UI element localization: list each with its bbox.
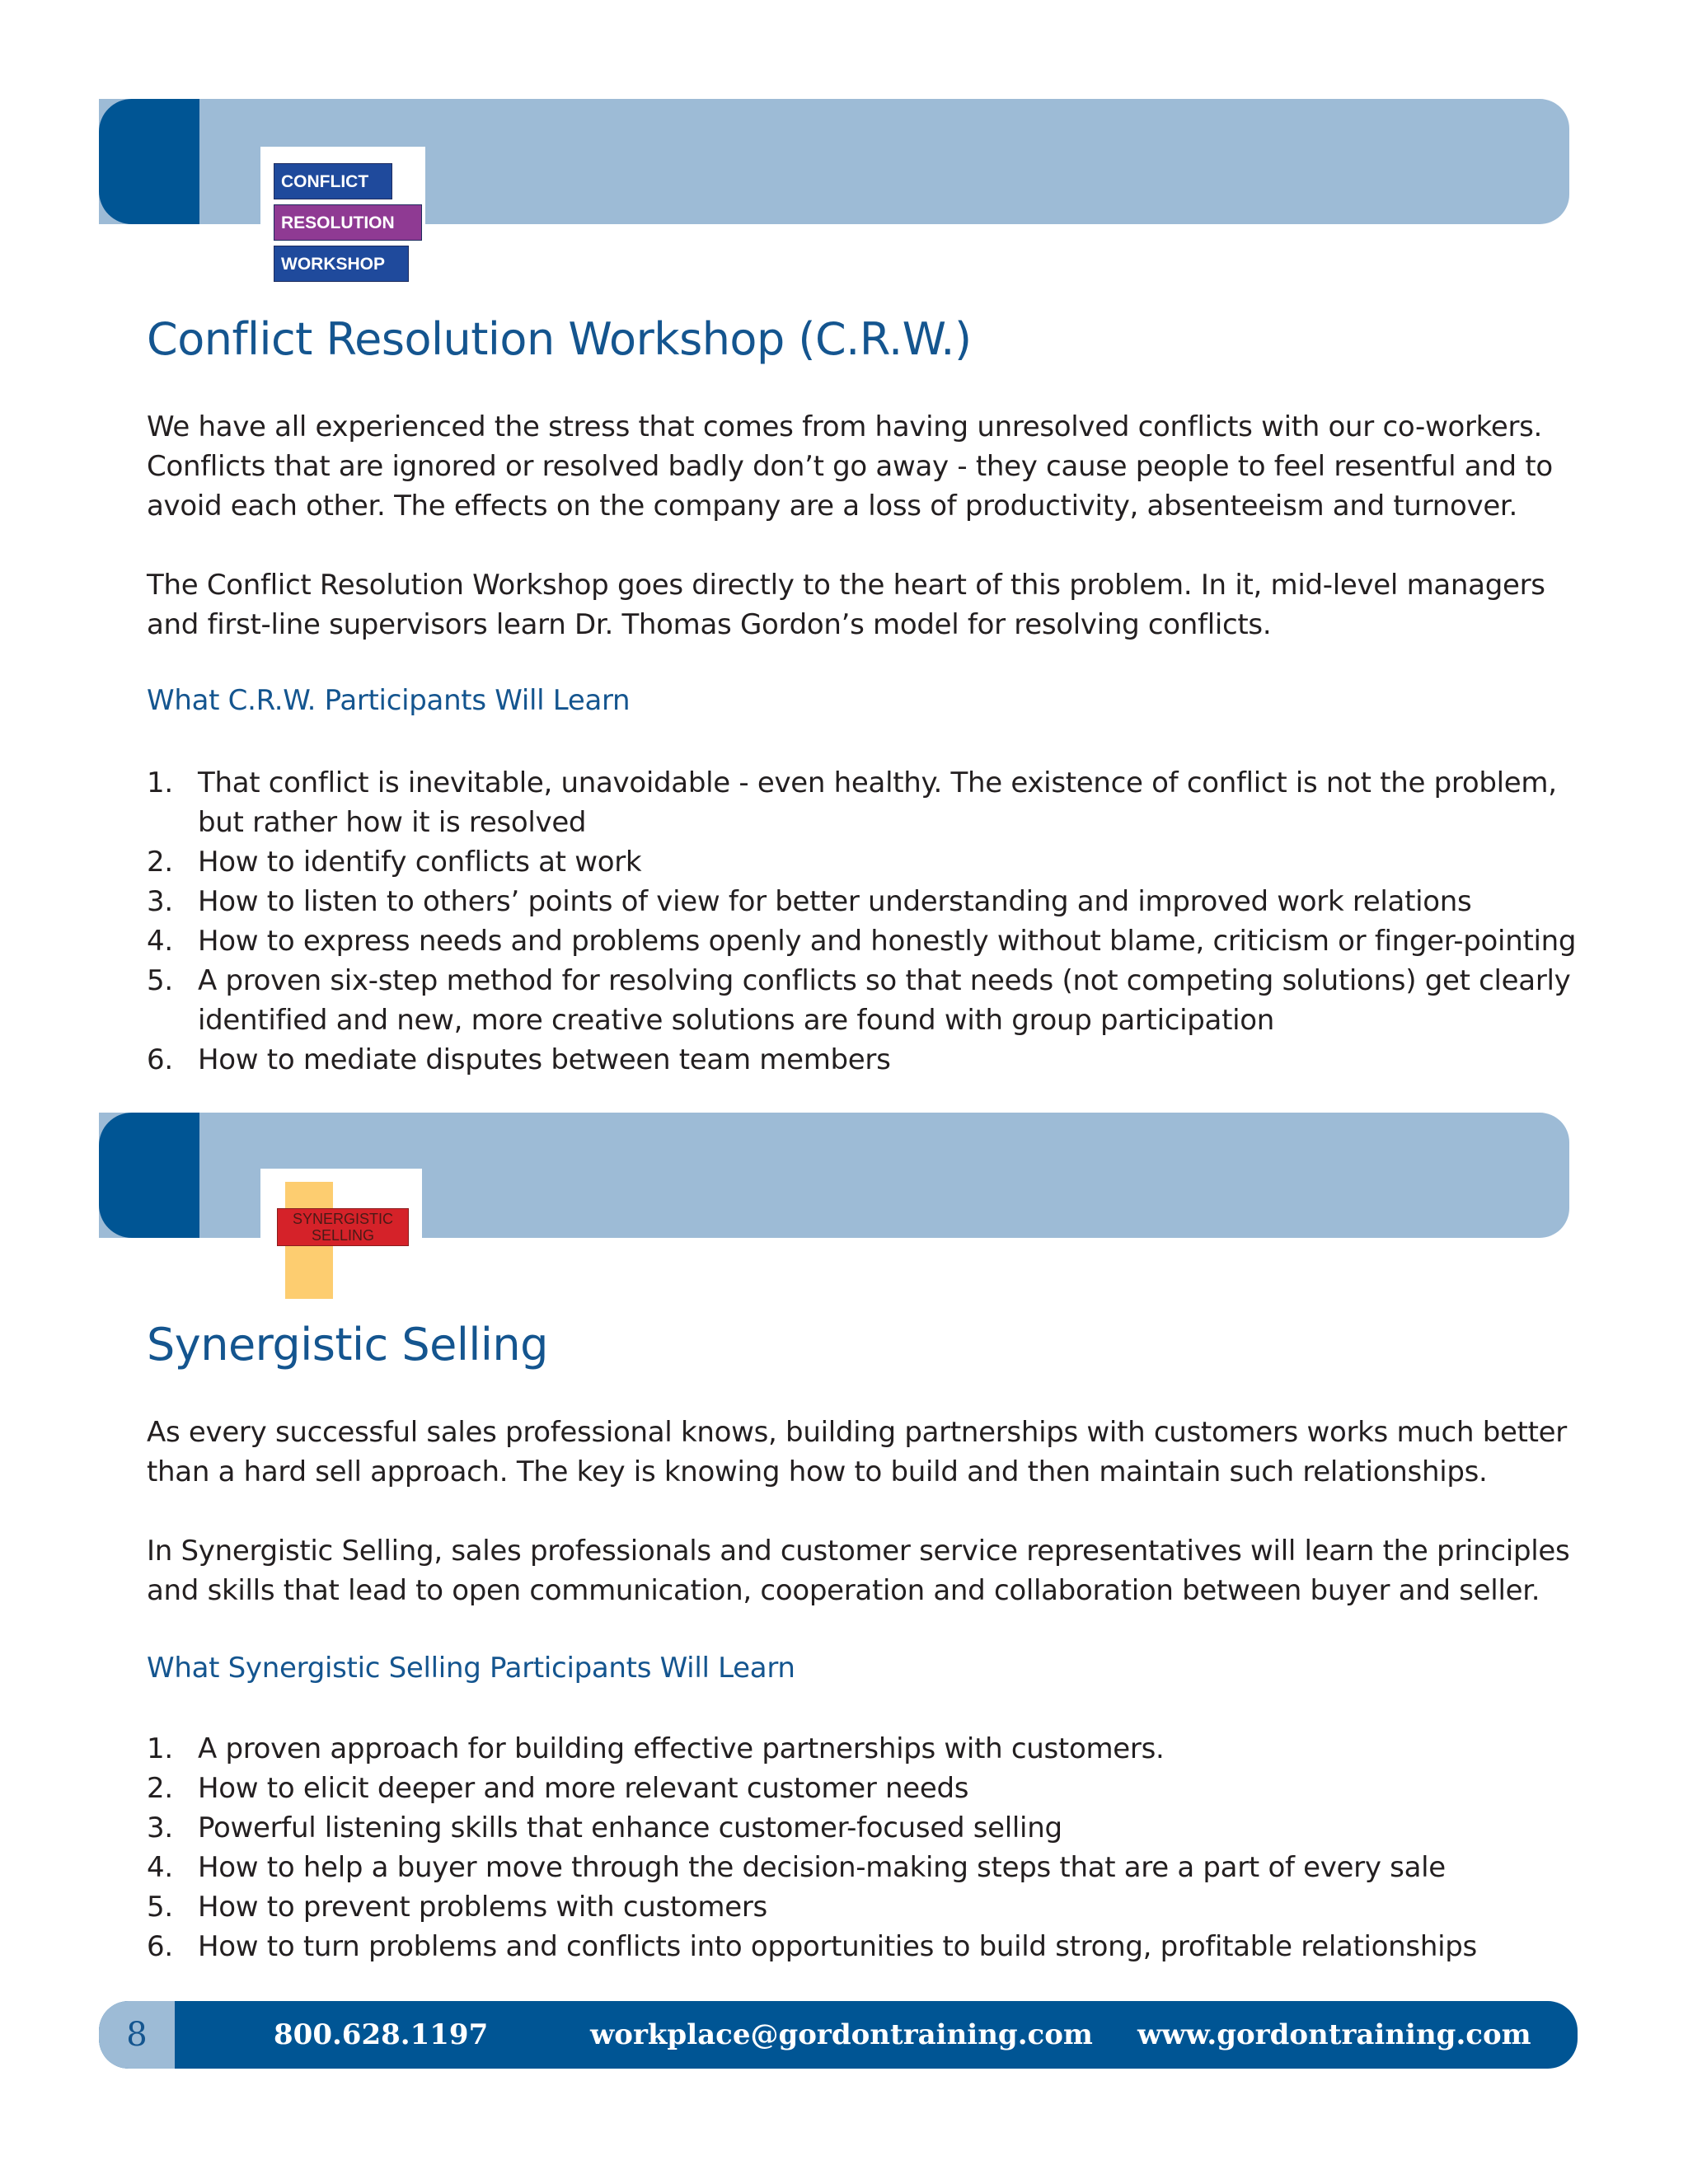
- list-item-text: That conflict is inevitable, unavoidable - even healthy. The existence of conflict is not the problem, but rather how it is resolved: [198, 766, 1557, 839]
- list-item-number: 4.: [147, 925, 173, 958]
- ss-logo-label: [277, 1208, 409, 1246]
- list-item-text: How to identify conflicts at work: [198, 846, 642, 879]
- list-item: [147, 1927, 1581, 1966]
- list-item: [147, 1808, 1581, 1848]
- list-item-number: 3.: [147, 885, 173, 918]
- list-item-text: How to listen to others’ points of view for better understanding and improved work relations: [198, 885, 1472, 918]
- ss-header-tab: [99, 1113, 199, 1238]
- footer-bar: [99, 2001, 1578, 2069]
- page-number: 8: [99, 2001, 175, 2069]
- footer-website-link[interactable]: www.gordontraining.com: [1137, 2018, 1531, 2051]
- list-item-text: How to help a buyer move through the decision-making steps that are a part of every sale: [198, 1851, 1446, 1884]
- list-item: [147, 842, 1581, 882]
- list-item: [147, 961, 1581, 1040]
- ss-title: Synergistic Selling: [147, 1319, 548, 1371]
- list-item-text: How to turn problems and conflicts into opportunities to build strong, profitable relationships: [198, 1930, 1477, 1963]
- list-item-number: 5.: [147, 964, 173, 997]
- list-item-number: 1.: [147, 1732, 173, 1765]
- crw-paragraph-2: The Conflict Resolution Workshop goes directly to the heart of this problem. In it, mid-level managers and first-line supervisors learn Dr. Thomas Gordon’s model for resolving conflicts.: [147, 569, 1545, 641]
- ss-learning-list: [147, 1729, 1581, 1966]
- list-item-number: 6.: [147, 1930, 173, 1963]
- list-item: [147, 1040, 1581, 1080]
- list-item-number: 6.: [147, 1043, 173, 1076]
- list-item-text: A proven approach for building effective partnerships with customers.: [198, 1732, 1165, 1765]
- list-item: [147, 921, 1581, 961]
- list-item-number: 5.: [147, 1891, 173, 1924]
- list-item: [147, 1887, 1581, 1927]
- list-item-text: A proven six-step method for resolving conflicts so that needs (not competing solutions) get clearly identified and new, more creative solutions are found with group participation: [198, 964, 1571, 1037]
- list-item: [147, 882, 1581, 921]
- footer-email-link[interactable]: workplace@gordontraining.com: [590, 2018, 1093, 2051]
- crw-title: Conflict Resolution Workshop (C.R.W.): [147, 313, 972, 365]
- list-item-text: How to prevent problems with customers: [198, 1891, 767, 1924]
- list-item: [147, 1729, 1581, 1769]
- crw-logo: [260, 147, 425, 288]
- list-item-number: 2.: [147, 1772, 173, 1805]
- ss-paragraph-1: As every successful sales professional knows, building partnerships with customers works much better than a hard sell approach. The key is knowing how to build and then maintain such relationships.: [147, 1416, 1567, 1488]
- crw-header-tab: [99, 99, 199, 224]
- list-item-text: How to mediate disputes between team members: [198, 1043, 891, 1076]
- list-item-text: Powerful listening skills that enhance customer-focused selling: [198, 1811, 1062, 1844]
- list-item-number: 1.: [147, 766, 173, 799]
- list-item: [147, 1848, 1581, 1887]
- crw-subhead: What C.R.W. Participants Will Learn: [147, 684, 631, 717]
- ss-logo: [260, 1169, 422, 1292]
- list-item: [147, 1769, 1581, 1808]
- list-item-number: 4.: [147, 1851, 173, 1884]
- ss-subhead: What Synergistic Selling Participants Will Learn: [147, 1652, 795, 1685]
- ss-logo-line2: SELLING: [311, 1227, 375, 1244]
- footer-phone: 800.628.1197: [274, 2018, 489, 2051]
- crw-learning-list: [147, 763, 1581, 1080]
- crw-logo-line1: CONFLICT: [274, 163, 392, 199]
- crw-logo-line2: RESOLUTION: [274, 204, 422, 241]
- list-item-text: How to express needs and problems openly and honestly without blame, criticism or finger-pointing: [198, 925, 1577, 958]
- list-item: [147, 763, 1581, 842]
- list-item-number: 3.: [147, 1811, 173, 1844]
- ss-logo-line1: SYNERGISTIC: [292, 1211, 394, 1227]
- list-item-number: 2.: [147, 846, 173, 879]
- crw-paragraph-1: We have all experienced the stress that comes from having unresolved conflicts with our co-workers. Conflicts that are ignored or resolved badly don’t go away - they cause people to feel resentful and to avoid each other. The effects on the company are a loss of productivity, absenteeism and turnover.: [147, 410, 1553, 523]
- list-item-text: How to elicit deeper and more relevant customer needs: [198, 1772, 969, 1805]
- ss-paragraph-2: In Synergistic Selling, sales professionals and customer service representatives will learn the principles and skills that lead to open communication, cooperation and collaboration between buyer and seller.: [147, 1535, 1570, 1607]
- crw-logo-line3: WORKSHOP: [274, 246, 409, 282]
